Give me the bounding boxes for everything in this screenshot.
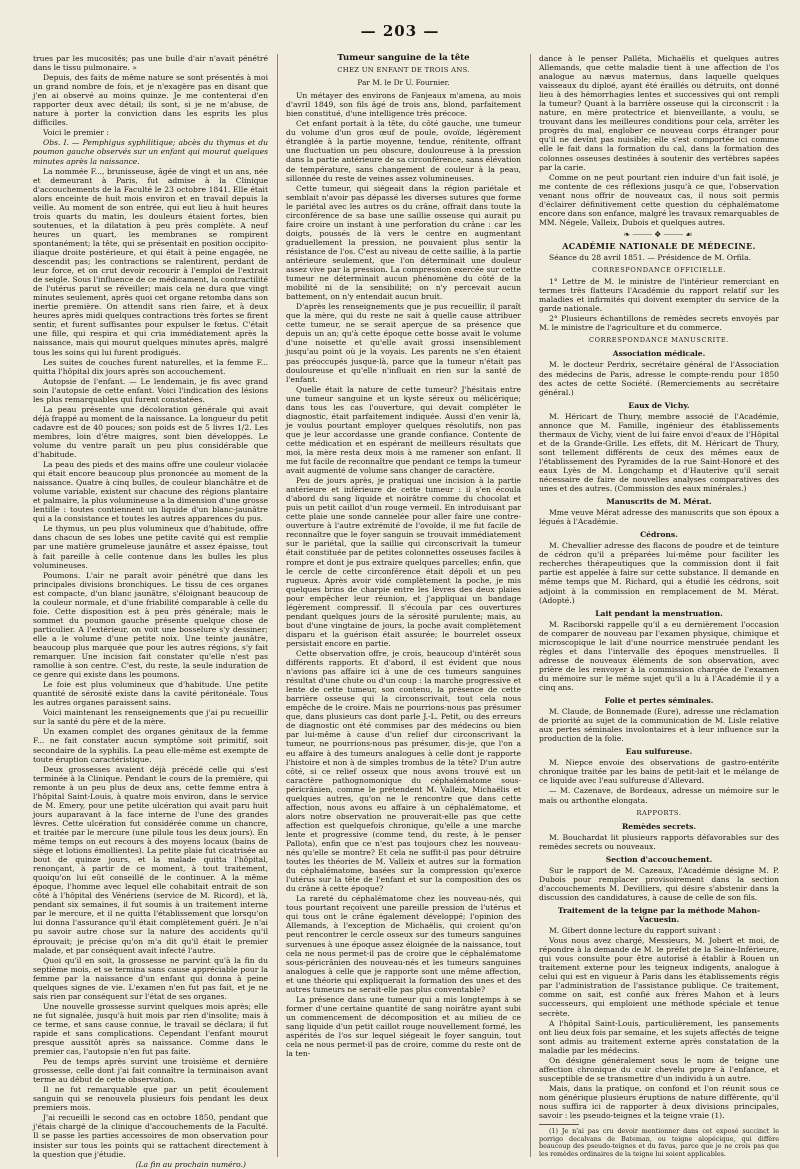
column-right	[539, 54, 779, 1159]
paragraph: La rareté du céphalématome chez les nouveau-nés, qui tous pourtant reçoivent une pareille pression de l'utérus et qui tous ont le crâne également développé; l'opinion des Allemands, à l'exception de Michaëlis, qui croient qu'on peut rencontrer le cercle osseux sur des tumeurs sanguines survenues à une époque assez éloignée de la naissance, tout cela ne nous permet-il pas de croire que le céphalématome sous-péricrânien des nouveau-nés et les tumeurs sanguines analogues à celle que je rapporte sont une même affection, et une théorie qui expliquerait la formation des unes et des autres tumeurs ne serait-elle pas plus conventable?	[286, 894, 521, 994]
paragraph: Quelle était la nature de cette tumeur? J'hésitais entre une tumeur sanguine et un kyste séreux ou mélicérique; dans tous les cas l'ouverture, qui devait compléter le diagnostic, était parfaitement indiquée. Aussi d'en venir là, je voulus pourtant employer quelques résolutifs, non pas que je leur accordasse une grande confiance. Contente de cette médication et en espérant de meilleurs résultats que moi, la mère resta deux mois à me ramener son enfant. Il me fut facile de reconnaître que pendant ce temps la tumeur avait augmenté de volume sans changer de caractère.	[286, 384, 521, 476]
paragraph: Peu de temps après survint une troisième et dernière grossesse, celle dont j'ai fait connaître la terminaison avant terme au début de cette observation.	[33, 1057, 268, 1085]
paragraph: Cet enfant portait à la tête, du côté gauche, une tumeur du volume d'un gros œuf de poule, ovoïde, légèrement étranglée à la partie moyenne, tendue, rénitente, offrant une fluctuation un peu obscure, douloureuse à la pression dans la partie antérieure de sa circonférence, sans élévation de température, sans changement de couleur à la peau, sillonnée du reste de veines assez volumineuses.	[286, 119, 521, 183]
paragraph: Un métayer des environs de Fanjeaux m'amena, au mois d'avril 1849, son fils âgé de trois ans, blond, parfaitement bien constitué, d'une intelligence très précoce.	[286, 91, 521, 119]
paragraph: Peu de jours après, je pratiquai une incision à la partie antérieure et inférieure de cette tumeur : il s'en écoula d'abord du sang liquide et noirâtre comme du chocolat et puis un petit caillot d'un rouge vermeil. En introduisant par cette plaie une sonde cannelée pour aller faire une contre-ouverture à l'autre extrémité de l'ovoïde, il me fut facile de reconnaître que le foyer sanguin se trouvait immédiatement sur le pariétal, que la saillie qui circonscrivait la tumeur était constituée par de petites colonnettes osseuses faciles à rompre et dont je pus extraire quelques parcelles; enfin, que le cercle de cette circonférence était dépoli et un peu rugueux. Après avoir vidé complètement la poche, je mis quelques brins de charpie entre les lèvres des deux plaies pour empêcher leur réunion, et j'appliquai un bandage légèrement compressif. Il s'écoula par ces ouvertures pendant quelques jours de la sérosité purulente; mais, au bout d'une vingtaine de jours, la poche avait complètement disparu et la guérison était assurée; le bourrelet osseux persistait encore en partie.	[286, 476, 521, 648]
paragraph: M. Niepce envoie des observations de gastro-entérite chronique traitée par les bains de petit-lait et le mélange de ce liquide avec l'eau sulfureuse d'Allevard.	[539, 758, 779, 786]
continued-notice: (La fin au prochain numéro.)	[135, 1159, 246, 1169]
page-number: — 203 —	[360, 22, 440, 40]
paragraph: Un examen complet des organes génitaux de la femme F... ne fait constater aucun symptôme soit primitif, soit secondaire de la syphilis. La peau elle-même est exempte de toute éruption caractéristique.	[33, 727, 268, 764]
paragraph: 1° Lettre de M. le ministre de l'intérieur remerciant en termes très flatteurs l'Académie du rapport relatif sur les maladies et infirmités qui doivent exempter du service de la garde nationale.	[539, 277, 779, 314]
column-rule-1	[277, 54, 278, 1157]
paragraph: 2° Plusieurs échantillons de remèdes secrets envoyés par M. le ministre de l'agriculture et du commerce.	[539, 314, 779, 333]
paragraph: M. Bouchardat lit plusieurs rapports défavorables sur des remèdes secrets ou nouveaux.	[539, 832, 779, 851]
subsection-heading: Remèdes secrets.	[621, 821, 697, 831]
footnote: (1) Je n'ai pas cru devoir mentionner dans cet exposé succinct le porrigo decalvans de Bateman, ou teigne alopécique, qui diffère beaucoup des pseudo-teignes et du favus, parce que je ne crois pas que les remèdes ordinaires de la teigne lui soient applicables.	[539, 1127, 779, 1158]
subsection-heading: Section d'accouchement.	[605, 854, 713, 864]
academy-title: ACADÉMIE NATIONALE DE MÉDECINE.	[562, 240, 756, 251]
paragraph: La nommée F..., brunisseuse, âgée de vingt et un ans, née et demeurant à Paris, fut admise à la Clinique d'accouchements de la Faculté le 23 octobre 1841. Elle était alors enceinte de huit mois environ et en travail depuis la veille. Au moment de son entrée, qui eut lieu à huit heures trois quarts du matin, les douleurs étaient fortes, bien soutenues, et la dilatation à peu près complète. A neuf heures un quart, les membranes se rompirent spontanément; la tête, qui se présentait en position occipito-iliaque droite postérieure, et qui était à peine engagée, ne descendit pas; les contractions se ralentirent, perdant de leur force, et on crut devoir recourir à l'emploi de l'extrait de seigle. Sous l'influence de ce médicament, la contractilité de l'utérus parut se réveiller; mais cela ne dura que vingt minutes seulement, après quoi cet organe retomba dans son inertie première. On attendit sans rien faire, et à deux heures après midi quelques contractions très fortes se firent sentir, et furent suffisantes pour expulser le fœtus. C'était une fille, qui respira et qui cria immédiatement après la naissance, mais qui mourut quelques minutes après, malgré tous les soins qui lui furent prodigués.	[33, 166, 268, 357]
footnote-rule	[539, 1124, 579, 1125]
article-author: Par M. le Dr U. Fournier.	[357, 78, 450, 88]
section-heading: CORRESPONDANCE MANUSCRITE.	[589, 336, 729, 345]
paragraph: Cette tumeur, qui siégeait dans la région pariétale et semblait n'avoir pas dépassé les diverses sutures que forme le pariétal avec les autres os du crâne, offrait dans toute la circonférence de sa base une saillie osseuse qui aurait pu faire croire un instant à une perforation du crâne : car les doigts, poussés de là vers le centre en augmentant graduellement la pression, ne pouvaient plus sentir la résistance de l'os. C'est au niveau de cette saillie, à la partie antérieure seulement, que l'on déterminait une douleur assez vive par la pression. La compression exercée sur cette tumeur ne déterminait aucun phénomène du côté de la mobilité ni de la sensibilité; on n'y percevait aucun battement, on n'y entendait aucun bruit.	[286, 183, 521, 302]
column-left	[33, 54, 269, 1169]
paragraph: M. le docteur Perdrix, secrétaire général de l'Association des médecins de Paris, adresse le compte-rendu pour 1850 des actes de cette Société. (Remerciements au secrétaire général.)	[539, 360, 779, 397]
column-middle	[286, 54, 521, 1159]
paragraph: Comme on ne peut pourtant rien induire d'un fait isolé, je me contente de ces réflexions jusqu'à ce que, l'observation venant nous offrir de nouveaux cas, il nous soit permis d'éclairer définitivement cette question du céphalématome encore dans son enfance, malgré les travaux remarquables de MM. Négele, Valleix, Dubois et quelques autres.	[539, 172, 779, 227]
paragraph: Depuis, des faits de même nature se sont présentés à moi un grand nombre de fois, et je n'exagère pas en disant que j'en ai observé au moins quinze. Je me contenterai d'en rapporter deux avec détail; ils sont, si je ne m'abuse, de nature à porter la conviction dans les esprits les plus difficiles.	[33, 73, 268, 128]
subsection-heading: Eaux de Vichy.	[628, 400, 690, 410]
column-rule-2	[530, 54, 531, 1157]
paragraph: Les suites de couches furent naturelles, et la femme F... quitta l'hôpital dix jours après son accouchement.	[33, 357, 268, 376]
section-heading: CORRESPONDANCE OFFICIELLE.	[592, 266, 726, 275]
subsection-heading: Lait pendant la menstruation.	[595, 608, 723, 618]
correspondence-sections	[539, 349, 779, 804]
paragraph: Sur le rapport de M. Cazeaux, l'Académie désigne M. P. Dubois pour remplacer provisoirement dans la section d'accouchements M. Devilliers, qui désire s'abstenir dans la discussion des candidatures, à cause de celle de son fils.	[539, 865, 779, 902]
subsection-heading: Manuscrits de M. Mérat.	[606, 497, 712, 507]
paragraph: Mme veuve Mérat adresse des manuscrits que son époux a légués à l'Académie.	[539, 508, 779, 527]
paragraph: La présence dans une tumeur qui a mis longtemps à se former d'une certaine quantité de sang noirâtre ayant subi un commencement de décomposition et au milieu de ce sang liquide d'un petit caillot rouge nouvellement formé, les aspérités de l'os sur lequel siégeait le foyer sanguin, tout cela ne nous permet-il pas de croire, comme du reste ont de la ten-	[286, 994, 521, 1059]
paragraph: Poumons. L'air ne paraît avoir pénétré que dans les principales divisions bronchiques. Le tissu de ces organes est compacte, d'un blanc jaunâtre, s'éloignant beaucoup de la couleur normale, et d'une friabilité comparable à celle du foie. Cette disposition est à peu près générale; mais le sommet du poumon gauche présente quelque chose de particulier. A l'extérieur, on voit une bosselure s'y dessiner; elle a le volume d'une petite noix. Une teinte jaunâtre, beaucoup plus marquée que pour les autres régions, s'y fait remarquer. Une incision fait constater qu'elle n'est pas ramollie à son centre. C'est, du reste, la seule induration de ce genre qui existe dans les poumons.	[33, 570, 268, 680]
paragraph: Mais, dans la pratique, on confond et l'on réunit sous ce nom générique plusieurs éruptions de nature différente, qu'il nous suffira ici de rapporter à deux divisions principales, savoir : les pseudo-teignes et la teigne vraie (1).	[539, 1083, 779, 1121]
section-heading: RAPPORTS.	[636, 808, 682, 817]
paragraph: M. Héricart de Thury, membre associé de l'Académie, annonce que M. Famille, ingénieur des établissements thermaux de Vichy, vient de lui faire envoi d'eaux de l'Hôpital et de la Grande-Grille. Les effets, dit M. Héricart de Thury, sont tellement différents de ceux des mêmes eaux de l'établissement des Pyramides de la rue Saint-Honoré et des eaux Lyès de M. Longchamp et d'Hauterive qu'il serait nécessaire de faire de nouvelles analyses comparatives des unes et des autres. (Commission des eaux minérales.)	[539, 411, 779, 494]
paragraph: Il ne fut remarquable que par un petit écoulement sanguin qui se renouvela plusieurs fois pendant les deux premiers mois.	[33, 1085, 268, 1113]
article-title: Tumeur sanguine de la tête	[337, 53, 470, 63]
paragraph: Autopsie de l'enfant. — Le lendemain, je fis avec grand soin l'autopsie de cette enfant. Voici l'indication des lésions les plus remarquables qui furent constatées.	[33, 376, 268, 404]
paragraph: Quoi qu'il en soit, la grossesse ne parvint qu'à la fin du septième mois, et se termina sans cause appréciable pour la femme par la naissance d'un enfant qui donna à peine quelques signes de vie. L'examen n'en fut pas fait, et je ne sais rien par conséquent sur l'état de ses organes.	[33, 955, 268, 1001]
paragraph: Deux grossesses avaient déjà précédé celle qui s'est terminée à la Clinique. Pendant le cours de la première, qui remonte à un peu plus de deux ans, cette femme entra à l'hôpital Saint-Louis, à quatre mois environ, dans le service de M. Emery, pour une petite ulcération qui avait paru huit jours auparavant à la face interne de l'une des grandes lèvres. Cette ulcération fut considérée comme un chancre, et traitée par le mercure (une pilule tous les deux jours). En même temps on eut recours à des moyens locaux (bains de siège et lotions émollientes). La petite plaie fut cicatrisée au bout de quinze jours, et la malade quitta l'hôpital, renonçant, à partir de ce moment, à tout traitement, quoiqu'on lui eût conseillé de le continuer. A la même époque, l'homme avec lequel elle cohabitait entrait de son côté à l'hôpital des Vénériens (service de M. Ricord), et là, pendant six semaines, il fut soumis à un traitement interne par le mercure, et il ne quitta l'établissement que lorsqu'on lui donna l'assurance qu'il était complètement guéri. Je n'ai pu savoir autre chose sur la nature des accidents qu'il éprouvait; je précise qu'on m'a dit qu'il était le premier malade, et par conséquent avait infecté l'autre.	[33, 764, 268, 955]
paragraph: J'ai recueilli le second cas en octobre 1850, pendant que j'étais chargé de la clinique d'accouchements de la Faculté. Il se passe les parties accessoires de mon observation pour insister sur tous les points qui se rattachent directement à la question que j'étudie.	[33, 1113, 268, 1159]
paragraph: — M. Cazenave, de Bordeaux, adresse un mémoire sur le maïs ou arthonthe elongata.	[539, 786, 779, 805]
subsection-heading: Association médicale.	[612, 349, 706, 359]
subsection-heading: Folie et pertes séminales.	[604, 696, 714, 706]
paragraph: Voici maintenant les renseignements que j'ai pu recueillir sur la santé du père et de la mère.	[33, 708, 268, 727]
article-subtitle: CHEZ UN ENFANT DE TROIS ANS.	[337, 66, 470, 75]
paragraph: On désigne généralement sous le nom de teigne une affection chronique du cuir chevelu propre à l'enfance, et susceptible de se transmettre d'un individu à un autre.	[539, 1055, 779, 1083]
subsection-heading: Traitement de la teigne par la méthode Mahon-Vacuesin.	[557, 905, 761, 925]
subsection-heading: Eau sulfureuse.	[625, 747, 693, 757]
paragraph: Cette observation offre, je crois, beaucoup d'intérêt sous différents rapports. Et d'abord, il est évident que nous n'avions pas affaire ici à une de ces tumeurs sanguines résultat d'une chute ou d'un coup : la marche progressive et lente de cette tumeur, son contenu, la présence de cette barrière osseuse qui la circonscrivait, tout cela nous empêche de le croire. Mais ne pourrions-nous pas présumer que, dans plusieurs cas dont parle J.-L. Petit, ou des erreurs de diagnostic ont été commises par des médecins ou bien par lui-même à cause d'un relief dur circonscrivant la tumeur, ne pourrions-nous pas présumer, dis-je, que l'on a eu affaire à des tumeurs analogues à celle dont je rapporte l'histoire et non à de simples trombus de la tête? D'un autre côté, si ce relief osseux que nous avons trouvé est un caractère pathognomonique du céphalématome sous-péricrânien, comme le prétendent M. Valleix, Michaëlis et quelques autres, qu'on ne le rencontre que dans cette affection, nous avons eu affaire à un céphalématome, et alors notre observation ne prouverait-elle pas que cette affection est quelquefois chronique, qu'elle a une marche lente et progressive (comme tend, du reste, à le penser Pallota), enfin que ce n'est pas toujours chez les nouveau-nés qu'elle se montre? Et cela ne suffit-il pas pour détruire toutes les théories de M. Valleix et autres sur la formation du céphalématome, basées sur la compression qu'exerce l'utérus sur la tête de l'enfant et sur la composition des os du crâne à cette époque?	[286, 649, 521, 894]
subsection-heading: Cédrons.	[640, 530, 678, 540]
paragraph: La peau des pieds et des mains offre une couleur violacée qui était encore beaucoup plus prononcée au moment de la naissance. Quatre à cinq bulles, de couleur blanchâtre et de volume variable, existent sur chacune des régions plantaire et palmaire, la plus volumineuse a la dimension d'une grosse lentille : toutes contiennent un liquide d'un blanc-jaunâtre qui a la consistance et toutes les autres apparences du pus.	[33, 460, 269, 524]
paragraph: D'après les renseignements que je pus recueillir, il paraît que la mère, qui du reste ne sait à quelle cause attribuer cette tumeur, ne se serait aperçue de sa présence que depuis un an; qu'à cette époque cette bosse avait le volume d'une noisette et qu'elle avait grossi insensiblement jusqu'au point où je la voyais. Les parents ne s'en étaient pas préoccupés jusque-là, parce que la tumeur n'était pas douloureuse et qu'elle n'influait en rien sur la santé de l'enfant.	[286, 302, 521, 384]
paragraph: M. Chevallier adresse des flacons de poudre et de teinture de cédron qu'il a préparées lui-même pour faciliter les recherches thérapeutiques que la commission dont il fait partie est appelée à faire sur cette substance. Il demande en même temps que M. Richard, qui a étudié les cédrons, soit adjoint à la commission en remplacement de M. Mérat. (Adopté.)	[539, 541, 779, 605]
paragraph: M. Gibert donne lecture du rapport suivant :	[549, 926, 721, 936]
paragraph: dance à le penser Palléta, Michaëlis et quelques autres Allemands, que cette maladie tient à une affection de l'os analogue au nævus maternus, dans laquelle quelques vaisseaux du diploé, ayant été éraillés ou détruits, ont donné lieu à des hémorrhagies lentes et successives qui ont rempli la tumeur? Quant à la barrière osseuse qui la circonscrit : la nature, en mère protectrice et bienveillante, a voulu, se trouvant dans les meilleures conditions pour cela, arrêter les progrès du mal, englober ce nouveau corps étranger pour qu'il ne devînt pas nuisible; elle s'est comportée ici comme elle le fait dans la formation du cal, dans la formation des colonnes osseuses destinées à soutenir des vertèbres sapées par la carie.	[539, 54, 779, 172]
paragraph: M. Claude, de Bonnemade (Eure), adresse une réclamation de priorité au sujet de la communication de M. Lisle relative aux pertes séminales involontaires et à leur influence sur la production de la folie.	[539, 707, 779, 744]
paragraph: Vous nous avez chargé, Messieurs, M. Jobert et moi, de répondre à la demande de M. le préfet de la Seine-Inférieure, qui vous consulte pour être autorisé à établir à Rouen un traitement externe pour les teigneux indigents, analogue à celui qui est en vigueur à Paris dans les établissements régis par l'administration de l'assistance publique. Ce traitement, comme on sait, est confié aux frères Mahon et à leurs successeurs, qui emploient une méthode spéciale et tenue secrète.	[539, 936, 779, 1018]
paragraph: Le foie est plus volumineux que d'habitude. Une petite quantité de sérosité existe dans la cavité péritonéale. Tous les autres organes paraissent sains.	[33, 680, 268, 708]
paragraph: A l'hôpital Saint-Louis, particulièrement, les pansements ont lieu deux fois par semaine, et les sujets affectés de teigne sont admis au traitement externe après constatation de la maladie par les médecins.	[539, 1018, 779, 1055]
paragraph: trues par les mucosités; pas une bulle d'air n'avait pénétré dans le tissu pulmonaire. »	[33, 54, 268, 73]
paragraph: Voici le premier :	[43, 128, 109, 138]
paragraph: La peau présente une décoloration générale qui avait déjà frappé au moment de la naissance. La longueur du petit cadavre est de 40 pouces; son poids est de 5 livres 1/2. Les membres, loin d'être maigres, sont bien développés. Le volume du ventre paraît un peu plus considérable que d'habitude.	[33, 404, 268, 460]
paragraph: Une nouvelle grossesse survint quelques mois après; elle ne fut signalée, jusqu'à huit mois par rien d'insolite; mais à ce terme, et sans cause connue, le travail se déclara; il fut rapide et sans complications. Cependant l'enfant mourut presque aussitôt après sa naissance. Comme dans le premier cas, l'autopsie n'en fut pas faite.	[33, 1001, 268, 1057]
paragraph: M. Raciborski rappelle qu'il a eu dernièrement l'occasion de comparer de nouveau par l'examen physique, chimique et microscopique le lait d'une nourrice menstruée pendant les règles et dans l'intervalle des époques menstruelles. Il adresse de nouveaux éléments de son observation, avec prière de les renvoyer à la commission chargée de l'examen du mémoire sur le même sujet qu'il a lu à l'Académie il y a cinq ans.	[539, 619, 779, 692]
ornament-separator: ❧⸻❖⸻☙	[623, 229, 695, 239]
observation-title: Obs. I. — Pemphigus syphilitique; abcès du thymus et du poumon gauche observés sur un enfant qui mourut quelques minutes après la naissance.	[33, 138, 268, 166]
session-line: Séance du 28 avril 1851. — Présidence de M. Orfila.	[549, 252, 752, 262]
paragraph: Le thymus, un peu plus volumineux que d'habitude, offre dans chacun de ses lobes une petite cavité qui est remplie par une matière grumeleuse jaunâtre et assez épaisse, tout à fait pareille à celle contenue dans les bulles les plus volumineuses.	[33, 524, 268, 570]
